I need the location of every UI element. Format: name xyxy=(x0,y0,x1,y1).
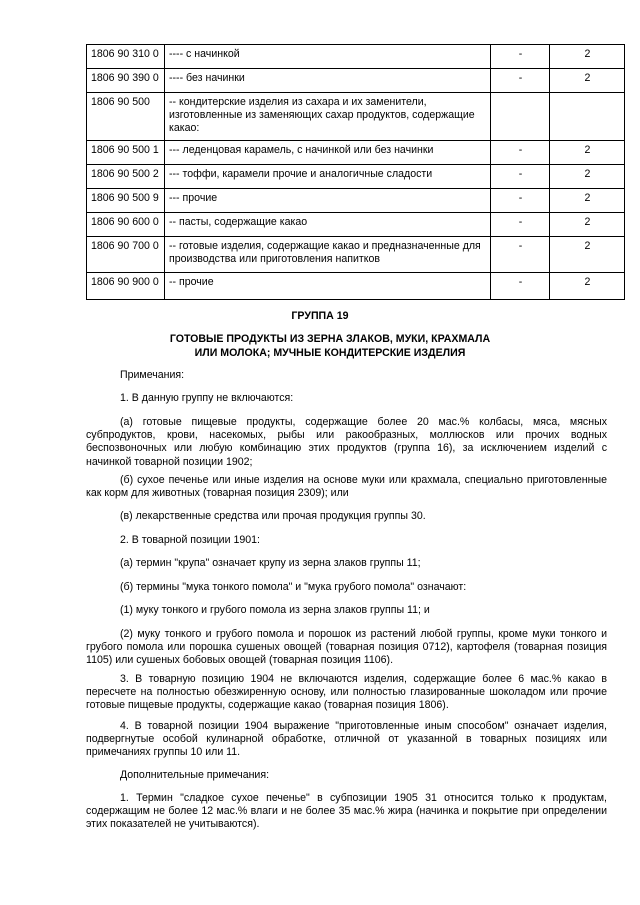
group-subtitle xyxy=(150,332,510,360)
row-col4: 2 xyxy=(550,213,625,237)
row-col4: 2 xyxy=(550,69,625,93)
row-code: 1806 90 600 0 xyxy=(87,213,165,237)
row-col3: - xyxy=(491,237,550,273)
table-row xyxy=(87,141,625,165)
note-2: 2. В товарной позиции 1901: xyxy=(120,534,260,546)
row-col4: 2 xyxy=(550,189,625,213)
row-code: 1806 90 500 1 xyxy=(87,141,165,165)
table-row xyxy=(87,69,625,93)
row-description: ---- с начинкой xyxy=(165,45,491,69)
tariff-table xyxy=(86,44,625,300)
row-col4: 2 xyxy=(550,165,625,189)
row-description: --- леденцовая карамель, с начинкой или без начинки xyxy=(165,141,491,165)
row-code: 1806 90 500 9 xyxy=(87,189,165,213)
note-1: 1. В данную группу не включаются: xyxy=(120,392,294,404)
row-code: 1806 90 500 2 xyxy=(87,165,165,189)
table-row xyxy=(87,237,625,273)
row-col3: - xyxy=(491,189,550,213)
table-row xyxy=(87,273,625,300)
row-description: --- тоффи, карамели прочие и аналогичные сладости xyxy=(165,165,491,189)
row-col4 xyxy=(550,93,625,141)
table-row xyxy=(87,213,625,237)
table-row xyxy=(87,45,625,69)
row-col3: - xyxy=(491,141,550,165)
note-2b2: (2) муку тонкого и грубого помола и порошок из растений любой группы, кроме муки тонкого и грубого помола или порошка сушеных овощей (товарная позиция 0712), картофеля (товарная позиция 1105) или сушеных бобовых овощей (товарная позиция 1106). xyxy=(86,628,607,667)
row-col3: - xyxy=(491,213,550,237)
group-subtitle-line1: ГОТОВЫЕ ПРОДУКТЫ ИЗ ЗЕРНА ЗЛАКОВ, МУКИ, КРАХМАЛА xyxy=(169,333,491,345)
group-subtitle-line2: ИЛИ МОЛОКА; МУЧНЫЕ КОНДИТЕРСКИЕ ИЗДЕЛИЯ xyxy=(194,347,466,359)
row-col4: 2 xyxy=(550,273,625,300)
note-2b1: (1) муку тонкого и грубого помола из зерна злаков группы 11; и xyxy=(120,604,430,616)
row-col3 xyxy=(491,93,550,141)
row-description: --- прочие xyxy=(165,189,491,213)
row-description: -- кондитерские изделия из сахара и их заменители, изготовленные из заменяющих сахар продуктов, содержащие какао: xyxy=(165,93,491,141)
group-title: ГРУППА 19 xyxy=(291,310,349,322)
note-1b: (б) сухое печенье или иные изделия на основе муки или крахмала, специально приготовленные как корм для животных (товарная позиция 2309); или xyxy=(86,474,607,500)
row-code: 1806 90 900 0 xyxy=(87,273,165,300)
note-4: 4. В товарной позиции 1904 выражение "приготовленные иным способом" означает изделия, подвергнутые особой кулинарной обработке, отличной от указанной в товарных позициях или примечаниях группы 10 или 11. xyxy=(86,720,607,759)
row-col4: 2 xyxy=(550,237,625,273)
table-row xyxy=(87,93,625,141)
row-code: 1806 90 700 0 xyxy=(87,237,165,273)
row-col3: - xyxy=(491,165,550,189)
row-col4: 2 xyxy=(550,141,625,165)
note-1c: (в) лекарственные средства или прочая продукция группы 30. xyxy=(120,510,426,522)
row-code: 1806 90 390 0 xyxy=(87,69,165,93)
additional-heading: Дополнительные примечания: xyxy=(120,769,270,781)
row-description: -- готовые изделия, содержащие какао и предназначенные для производства или приготовления напитков xyxy=(165,237,491,273)
row-code: 1806 90 310 0 xyxy=(87,45,165,69)
row-description: -- пасты, содержащие какао xyxy=(165,213,491,237)
table-row xyxy=(87,189,625,213)
row-col3: - xyxy=(491,69,550,93)
notes-heading: Примечания: xyxy=(120,369,185,381)
note-3: 3. В товарную позицию 1904 не включаются изделия, содержащие более 6 мас.% какао в пересчете на полностью обезжиренную основу, или полностью глазированные шоколадом или прочие готовые пищевые продукты, содержащие какао (товарная позиция 1806). xyxy=(86,673,607,712)
row-col4: 2 xyxy=(550,45,625,69)
note-1a: (а) готовые пищевые продукты, содержащие более 20 мас.% колбасы, мяса, мясных субпродуктов, крови, насекомых, рыбы или ракообразных, моллюсков или прочих водных беспозвоночных или любую комбинацию этих продуктов (группа 16), за исключением изделий с начинкой товарной позиции 1902; xyxy=(86,416,607,468)
additional-note-1: 1. Термин "сладкое сухое печенье" в субпозиции 1905 31 относится только к продуктам, содержащим не более 12 мас.% влаги и не более 35 мас.% жира (начинка и покрытие при определении этих показателей не учитываются). xyxy=(86,792,607,831)
row-description: ---- без начинки xyxy=(165,69,491,93)
row-description: -- прочие xyxy=(165,273,491,300)
table-row xyxy=(87,165,625,189)
row-col3: - xyxy=(491,273,550,300)
note-2a: (а) термин "крупа" означает крупу из зерна злаков группы 11; xyxy=(120,557,421,569)
row-code: 1806 90 500 xyxy=(87,93,165,141)
note-2b: (б) термины "мука тонкого помола" и "мука грубого помола" означают: xyxy=(120,581,467,593)
row-col3: - xyxy=(491,45,550,69)
